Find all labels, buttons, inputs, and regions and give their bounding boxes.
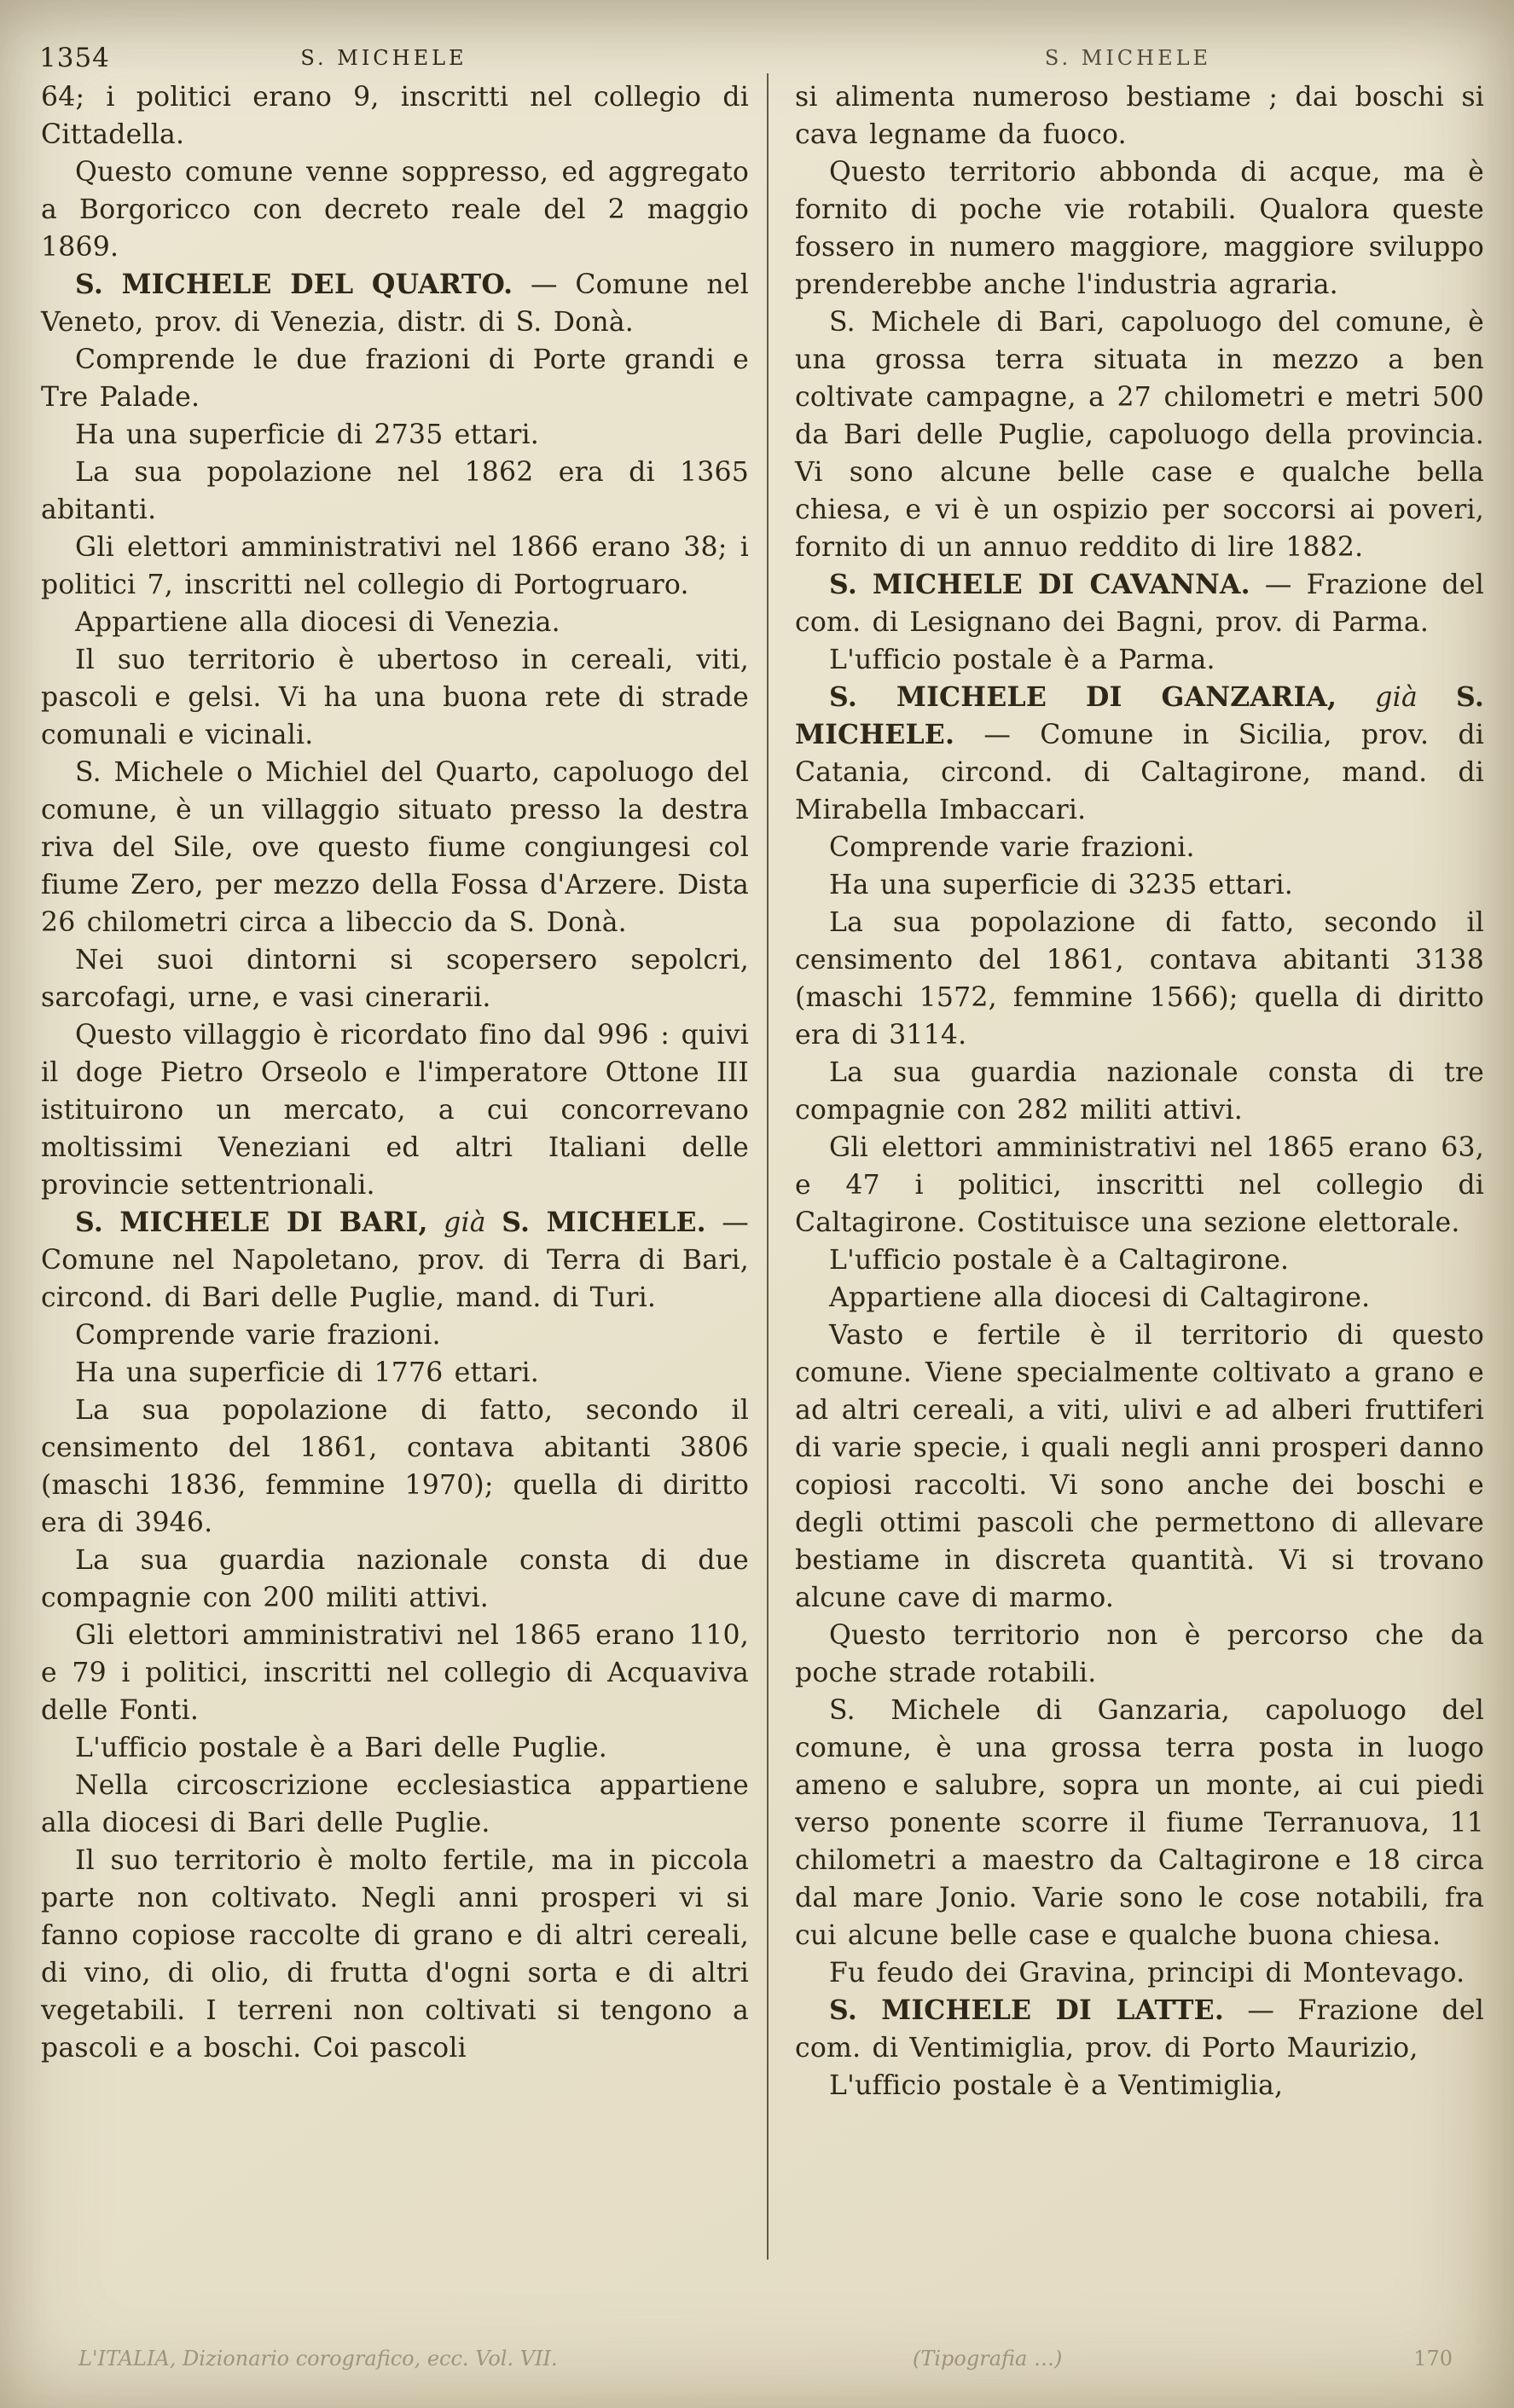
paragraph <box>41 641 749 754</box>
entry-paragraph <box>41 1204 749 1317</box>
text-run: Gli elettori amministrativi nel 1865 erano 63, e 47 i politici, inscritti nel collegio di Caltagirone. Costituisce una sezione elettorale. <box>795 1132 1484 1238</box>
paragraph <box>41 153 749 266</box>
text-run: — Comune nel Veneto, prov. di Venezia, distr. di S. Donà. <box>41 269 749 338</box>
text-run: Comprende le due frazioni di Porte grandi e Tre Palade. <box>41 344 749 413</box>
text-run: Comprende varie frazioni. <box>75 1320 441 1351</box>
paragraph <box>795 829 1484 866</box>
entry-heading: S. MICHELE DI BARI, <box>75 1207 428 1238</box>
text-run: Il suo territorio è molto fertile, ma in piccola parte non coltivato. Negli anni prosperi vi si fanno copiose raccolte di grano e di altri cereali, di vino, di olio, di frutta d'ogni sorta e di altri vegetabili. I terreni non coltivati si tengono a pascoli e a boschi. Coi pascoli <box>41 1845 749 2064</box>
entry-paragraph <box>41 266 749 341</box>
entry-paragraph <box>795 566 1484 641</box>
paragraph <box>795 1279 1484 1317</box>
paragraph <box>795 78 1484 153</box>
paragraph <box>795 1242 1484 1279</box>
paragraph <box>795 1692 1484 1954</box>
text-run: Appartiene alla diocesi di Venezia. <box>75 607 560 638</box>
text-run: Fu feudo dei Gravina, principi di Montevago. <box>829 1958 1465 1988</box>
paragraph <box>41 754 749 941</box>
paragraph <box>41 1729 749 1767</box>
text-run: Ha una superficie di 1776 ettari. <box>75 1357 539 1388</box>
text-run: già <box>427 1207 502 1238</box>
paragraph <box>795 153 1484 304</box>
paragraph <box>795 641 1484 679</box>
column-divider <box>767 73 769 2260</box>
text-run: Ha una superficie di 3235 ettari. <box>829 870 1293 900</box>
text-run: Il suo territorio è ubertoso in cereali, viti, pascoli e gelsi. Vi ha una buona rete di strade comunali e vicinali. <box>41 645 749 750</box>
text-run: Appartiene alla diocesi di Caltagirone. <box>829 1282 1371 1313</box>
paragraph <box>41 341 749 416</box>
text-run: Questo comune venne soppresso, ed aggregato a Borgoricco con decreto reale del 2 maggio 1869. <box>41 157 749 263</box>
text-run: Questo villaggio è ricordato fino dal 996 : quivi il doge Pietro Orseolo e l'imperatore Ottone III istituirono un mercato, a cui concorrevano moltissimi Veneziani ed altri Italiani delle provincie settentrionali. <box>41 1020 749 1201</box>
text-run: Comprende varie frazioni. <box>829 832 1195 863</box>
paragraph <box>41 1842 749 2067</box>
running-head-left: S. MICHELE <box>300 46 467 70</box>
text-run: Nella circoscrizione ecclesiastica appartiene alla diocesi di Bari delle Puglie. <box>41 1770 749 1838</box>
paragraph <box>795 1054 1484 1129</box>
entry-heading: S. MICHELE DI GANZARIA, <box>829 681 1337 713</box>
footer-signature-number: 170 <box>1413 2347 1453 2370</box>
text-run: L'ufficio postale è a Parma. <box>829 645 1215 675</box>
text-run: — Frazione del com. di Ventimiglia, prov. di Porto Maurizio, <box>795 1995 1484 2064</box>
paragraph <box>41 1542 749 1617</box>
text-run: — Comune in Sicilia, prov. di Catania, circond. di Caltagirone, mand. di Mirabella Imbaccari. <box>795 720 1484 825</box>
page-footer <box>0 2347 1514 2377</box>
text-run: S. Michele di Ganzaria, capoluogo del comune, è una grossa terra posta in luogo ameno e salubre, sopra un monte, ai cui piedi verso ponente scorre il fiume Terranuova, 11 chilometri a maestro da Caltagirone e 18 circa dal mare Jonio. Varie sono le cose notabili, fra cui alcune belle case e qualche buona chiesa. <box>795 1695 1484 1951</box>
running-head-right: S. MICHELE <box>1044 46 1212 70</box>
text-run: — Comune nel Napoletano, prov. di Terra di Bari, circond. di Bari delle Puglie, mand. di Turi. <box>41 1207 749 1313</box>
paragraph <box>41 1617 749 1729</box>
text-run: S. Michele di Bari, capoluogo del comune, è una grossa terra situata in mezzo a ben coltivate campagne, a 27 chilometri e metri 500 da Bari delle Puglie, capoluogo della provincia. Vi sono alcune belle case e qualche bella chiesa, e vi è un ospizio per soccorsi ai poveri, fornito di un annuo reddito di lire 1882. <box>795 307 1484 563</box>
text-run: La sua popolazione nel 1862 era di 1365 abitanti. <box>41 457 749 525</box>
paragraph <box>795 1317 1484 1617</box>
text-run: La sua guardia nazionale consta di tre compagnie con 282 militi attivi. <box>795 1057 1484 1126</box>
paragraph <box>41 1354 749 1392</box>
text-run: Gli elettori amministrativi nel 1865 erano 110, e 79 i politici, inscritti nel collegio di Acquaviva delle Fonti. <box>41 1620 749 1726</box>
paragraph <box>795 304 1484 566</box>
paragraph <box>795 1129 1484 1242</box>
text-run: Gli elettori amministrativi nel 1866 erano 38; i politici 7, inscritti nel collegio di Portogruaro. <box>41 532 749 600</box>
right-column <box>795 78 1484 2104</box>
text-run: Questo territorio abbonda di acque, ma è fornito di poche vie rotabili. Qualora queste fossero in numero maggiore, maggiore sviluppo prenderebbe anche l'industria agraria. <box>795 157 1484 300</box>
paragraph <box>41 1016 749 1204</box>
paragraph <box>795 904 1484 1054</box>
paragraph <box>795 2067 1484 2104</box>
paragraph <box>41 1767 749 1842</box>
text-run: Ha una superficie di 2735 ettari. <box>75 420 539 450</box>
entry-heading: S. MICHELE DEL QUARTO. <box>75 269 513 300</box>
entry-paragraph <box>795 1992 1484 2067</box>
paragraph <box>41 529 749 604</box>
text-run: Questo territorio non è percorso che da poche strade rotabili. <box>795 1620 1484 1688</box>
entry-heading: S. MICHELE DI LATTE. <box>829 1994 1225 2026</box>
paragraph <box>41 78 749 153</box>
text-run: S. Michele o Michiel del Quarto, capoluogo del comune, è un villaggio situato presso la destra riva del Sile, ove questo fiume congiungesi col fiume Zero, per mezzo della Fossa d'Arzere. Dista 26 chilometri circa a libeccio da S. Donà. <box>41 757 749 938</box>
entry-heading: S. MICHELE. <box>795 681 1485 750</box>
paragraph <box>41 416 749 454</box>
footer-volume-note: L'ITALIA, Dizionario corografico, ecc. Vol. VII. <box>78 2347 558 2370</box>
paragraph <box>41 604 749 641</box>
text-run: — Frazione del com. di Lesignano dei Bagni, prov. di Parma. <box>795 570 1484 638</box>
paragraph <box>795 1954 1484 1992</box>
paragraph <box>41 1392 749 1542</box>
paragraph <box>41 1317 749 1354</box>
text-run: L'ufficio postale è a Caltagirone. <box>829 1245 1290 1276</box>
page-header <box>0 41 1514 78</box>
text-run: La sua popolazione di fatto, secondo il censimento del 1861, contava abitanti 3806 (maschi 1836, femmine 1970); quella di diritto era di 3946. <box>41 1395 749 1538</box>
paragraph <box>41 454 749 529</box>
text-run: La sua guardia nazionale consta di due compagnie con 200 militi attivi. <box>41 1545 749 1613</box>
text-run: L'ufficio postale è a Ventimiglia, <box>829 2070 1284 2101</box>
page-number: 1354 <box>39 43 110 73</box>
paragraph <box>795 866 1484 904</box>
paragraph <box>41 941 749 1016</box>
left-column <box>41 78 749 2067</box>
entry-heading: S. MICHELE. <box>502 1207 706 1238</box>
text-run: già <box>1337 682 1457 713</box>
footer-printer-note: (Tipografia …) <box>913 2347 1063 2370</box>
entry-paragraph <box>795 679 1484 829</box>
text-run: L'ufficio postale è a Bari delle Puglie. <box>75 1733 607 1763</box>
entry-heading: S. MICHELE DI CAVANNA. <box>829 569 1250 600</box>
paragraph <box>795 1617 1484 1692</box>
text-run: Nei suoi dintorni si scopersero sepolcri, sarcofagi, urne, e vasi cinerarii. <box>41 945 749 1013</box>
text-run: Vasto e fertile è il territorio di questo comune. Viene specialmente coltivato a grano e ad altri cereali, a viti, ulivi e ad alberi fruttiferi di varie specie, i quali negli anni prosperi danno copiosi raccolti. Vi sono anche dei boschi e degli ottimi pascoli che permettono di allevare bestiame in discreta quantità. Vi si trovano alcune cave di marmo. <box>795 1320 1484 1613</box>
text-run: 64; i politici erano 9, inscritti nel collegio di Cittadella. <box>41 82 749 150</box>
text-run: si alimenta numeroso bestiame ; dai boschi si cava legname da fuoco. <box>795 82 1484 150</box>
text-run: La sua popolazione di fatto, secondo il censimento del 1861, contava abitanti 3138 (maschi 1572, femmine 1566); quella di diritto era di 3114. <box>795 907 1484 1051</box>
